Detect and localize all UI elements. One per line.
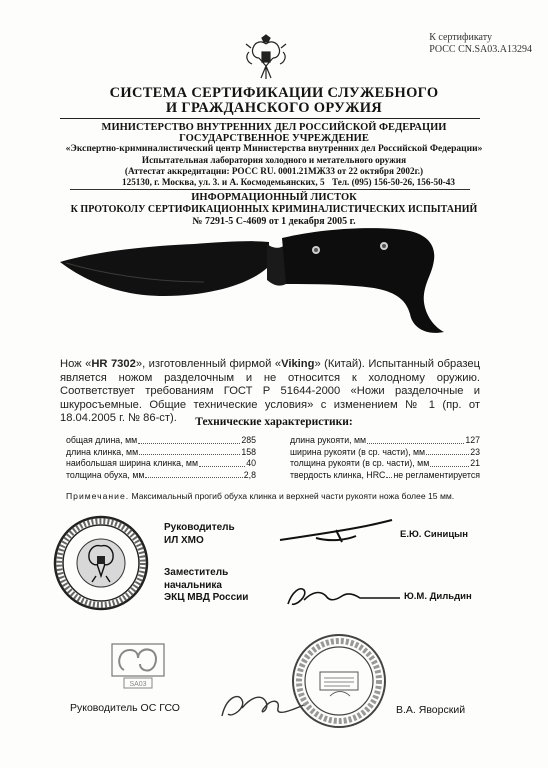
rc-certification-mark-icon — [110, 642, 166, 690]
certification-body-seal-stamp — [290, 632, 388, 730]
spec-row — [290, 447, 480, 459]
spec-row — [66, 458, 256, 470]
head-title-line1: Руководитель — [164, 522, 235, 533]
knife-photo — [54, 222, 474, 340]
protocol-number: № 7291-5 С-4609 от 1 декабря 2005 г. — [192, 216, 356, 227]
header-title-line2: И ГРАЖДАНСКОГО ОРУЖИЯ — [165, 100, 383, 116]
deputy-signature — [282, 582, 402, 612]
note — [66, 491, 454, 501]
spec-value: 2,8 — [243, 469, 256, 480]
double-headed-eagle-emblem-icon — [243, 34, 289, 82]
head-title — [164, 522, 235, 547]
description-text-1: Нож « — [60, 358, 92, 370]
spec-value: 40 — [246, 458, 256, 468]
spec-label: толщина рукояти (в ср. части), мм — [290, 458, 430, 468]
agency-name: ГОСУДАРСТВЕННОЕ УЧРЕЖДЕНИЕ — [179, 133, 369, 144]
lab-name: Испытательная лаборатория холодного и метательного оружия — [141, 155, 407, 165]
certificate-reference-number: РОСС CN.SA03.A13294 — [429, 44, 532, 55]
institution-divider — [70, 189, 470, 190]
header-divider — [60, 118, 480, 119]
spec-row — [290, 435, 480, 447]
os-head-title: Руководитель ОС ГСО — [70, 702, 180, 714]
head-signature — [276, 518, 396, 548]
spec-row — [290, 470, 480, 482]
knife-model: HR 7302 — [91, 358, 136, 370]
spec-label: твердость клинка, HRC — [290, 469, 386, 480]
specs-title: Технические характеристики: — [195, 416, 353, 428]
spec-row — [290, 458, 480, 470]
spec-value: 158 — [241, 446, 256, 457]
deputy-title-line2: начальника — [164, 579, 222, 591]
spec-value: 285 — [241, 435, 256, 445]
spec-row — [66, 435, 256, 447]
spec-label: длина рукояти, мм — [290, 435, 367, 445]
knife-maker: Viking — [281, 358, 315, 370]
phone: Тел. (095) 156-50-26, 156-50-43 — [332, 177, 455, 187]
spec-label: общая длина, мм — [66, 435, 138, 445]
head-name: Е.Ю. Синицын — [400, 529, 469, 540]
info-sheet-subtitle: К ПРОТОКОЛУ СЕРТИФИКАЦИОННЫХ КРИМИНАЛИСТИЧЕСКИХ ИСПЫТАНИЙ — [70, 204, 478, 215]
spec-row — [66, 447, 256, 459]
specs-left-column — [66, 435, 256, 481]
os-head-name: В.А. Яворский — [396, 704, 466, 716]
accreditation: (Аттестат аккредитации: РОСС RU. 0001.21МЖ33 от 22 октября 2002г.) — [124, 166, 424, 176]
description-text-2: », изготовленный фирмой « — [135, 358, 282, 370]
spec-label: наибольшая ширина клинка, мм — [66, 458, 199, 468]
info-sheet-title: ИНФОРМАЦИОННЫЙ ЛИСТОК — [191, 192, 357, 203]
specs-right-column — [290, 435, 480, 481]
spec-label: длина клинка, мм — [66, 446, 139, 457]
spec-row — [66, 470, 256, 482]
deputy-title-line1: Заместитель — [164, 567, 229, 578]
deputy-name: Ю.М. Дильдин — [404, 591, 472, 602]
center-name: «Экспертно-криминалистический центр Министерства внутренних дел Российской Федерации» — [65, 144, 483, 154]
spec-value: 21 — [470, 458, 480, 468]
spec-value: 127 — [465, 435, 480, 445]
official-round-seal-stamp — [52, 514, 150, 612]
deputy-title-line3: ЭКЦ МВД России — [164, 592, 249, 603]
certificate-reference — [429, 32, 532, 56]
spec-value: не регламентируется — [393, 469, 480, 480]
description-text-3: » (Китай). Испытанный образец является ножом разделочным и не относится к холодному оружию. Соответствует требованиям ГОСТ Р 51644-2000 «Ножи разделочные и шкуросъемные. Общие технические условия» с изменением № 1 (пр. от 18.04.2005 г. № 86-ст). — [60, 358, 480, 424]
head-title-line2: ИЛ ХМО — [164, 534, 204, 546]
ministry-name: МИНИСТЕРСТВО ВНУТРЕННИХ ДЕЛ РОССИЙСКОЙ ФЕДЕРАЦИИ — [101, 122, 447, 133]
certificate-reference-line1: К сертификату — [429, 32, 492, 43]
spec-value: 23 — [470, 446, 480, 457]
note-text: Максимальный прогиб обуха клинка и верхней части рукояти ножа более 15 мм. — [129, 491, 455, 501]
header-title-line1: СИСТЕМА СЕРТИФИКАЦИИ СЛУЖЕБНОГО — [109, 85, 439, 101]
address: 125130, г. Москва, ул. 3. и А. Космодемьянских, 5 — [122, 177, 325, 187]
deputy-title — [164, 567, 248, 605]
spec-label: ширина рукояти (в ср. части), мм — [290, 446, 426, 457]
rc-mark-code: SA03 — [129, 681, 147, 688]
spec-label: толщина обуха, мм — [66, 469, 145, 480]
note-label: Примечание. — [66, 491, 130, 501]
